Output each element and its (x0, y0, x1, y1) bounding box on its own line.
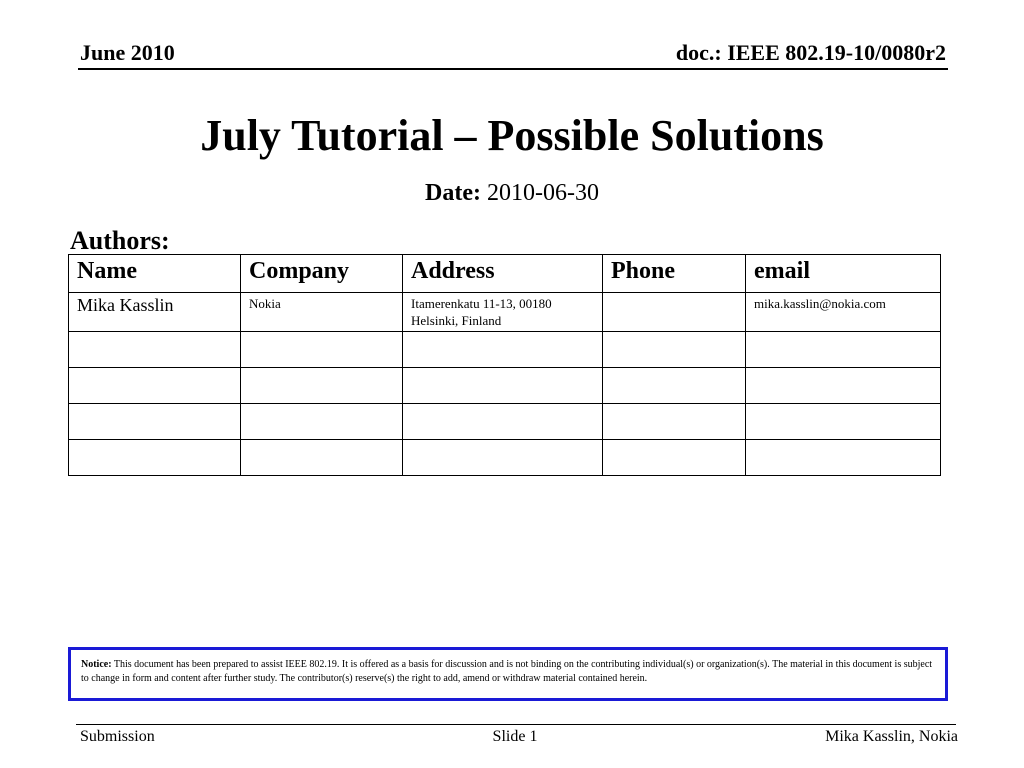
table-row (69, 332, 941, 368)
header-address: Address (403, 255, 603, 293)
cell-phone (603, 404, 746, 440)
cell-email: mika.kasslin@nokia.com (746, 293, 941, 332)
notice-box (68, 647, 948, 701)
notice-label: Notice: (81, 659, 112, 670)
cell-phone (603, 332, 746, 368)
header-email: email (746, 255, 941, 293)
cell-company: Nokia (241, 293, 403, 332)
date-label: Date: (425, 180, 481, 206)
authors-table (68, 254, 941, 476)
cell-address (403, 332, 603, 368)
header-phone: Phone (603, 255, 746, 293)
cell-address: Itamerenkatu 11-13, 00180 Helsinki, Finland (403, 293, 603, 332)
table-header-row (69, 255, 941, 293)
cell-company (241, 440, 403, 476)
footer-submission: Submission (80, 728, 155, 745)
cell-name (69, 332, 241, 368)
table-row (69, 368, 941, 404)
cell-name (69, 404, 241, 440)
date-value: 2010-06-30 (486, 180, 599, 206)
cell-name (69, 440, 241, 476)
header-doc-id: doc.: IEEE 802.19-10/0080r2 (675, 40, 946, 65)
header-divider (78, 68, 948, 70)
cell-name (69, 368, 241, 404)
date-line (0, 180, 1024, 207)
cell-phone (603, 293, 746, 332)
table-row (69, 440, 941, 476)
cell-phone (603, 440, 746, 476)
cell-email (746, 368, 941, 404)
cell-company (241, 332, 403, 368)
cell-phone (603, 368, 746, 404)
authors-label: Authors: (70, 226, 170, 255)
header-date: June 2010 (80, 40, 175, 65)
footer-author: Mika Kasslin, Nokia (825, 728, 958, 745)
header-name: Name (69, 255, 241, 293)
footer-divider (76, 724, 956, 725)
cell-company (241, 368, 403, 404)
footer-slide-number: Slide 1 (492, 728, 538, 745)
cell-address (403, 368, 603, 404)
table-row (69, 293, 941, 332)
notice-text: This document has been prepared to assist IEEE 802.19. It is offered as a basis for discussion and is not binding on the contributing individual(s) or organization(s). The material in this document is subject to change in form and content after further study. The contributor(s) reserve(s) the right to add, amend or withdraw material contained herein. (81, 659, 933, 684)
cell-company (241, 404, 403, 440)
cell-email (746, 440, 941, 476)
slide-title: July Tutorial – Possible Solutions (200, 111, 824, 160)
header-company: Company (241, 255, 403, 293)
table-row (69, 404, 941, 440)
cell-email (746, 404, 941, 440)
cell-name: Mika Kasslin (69, 293, 241, 332)
cell-address (403, 440, 603, 476)
cell-email (746, 332, 941, 368)
cell-address (403, 404, 603, 440)
